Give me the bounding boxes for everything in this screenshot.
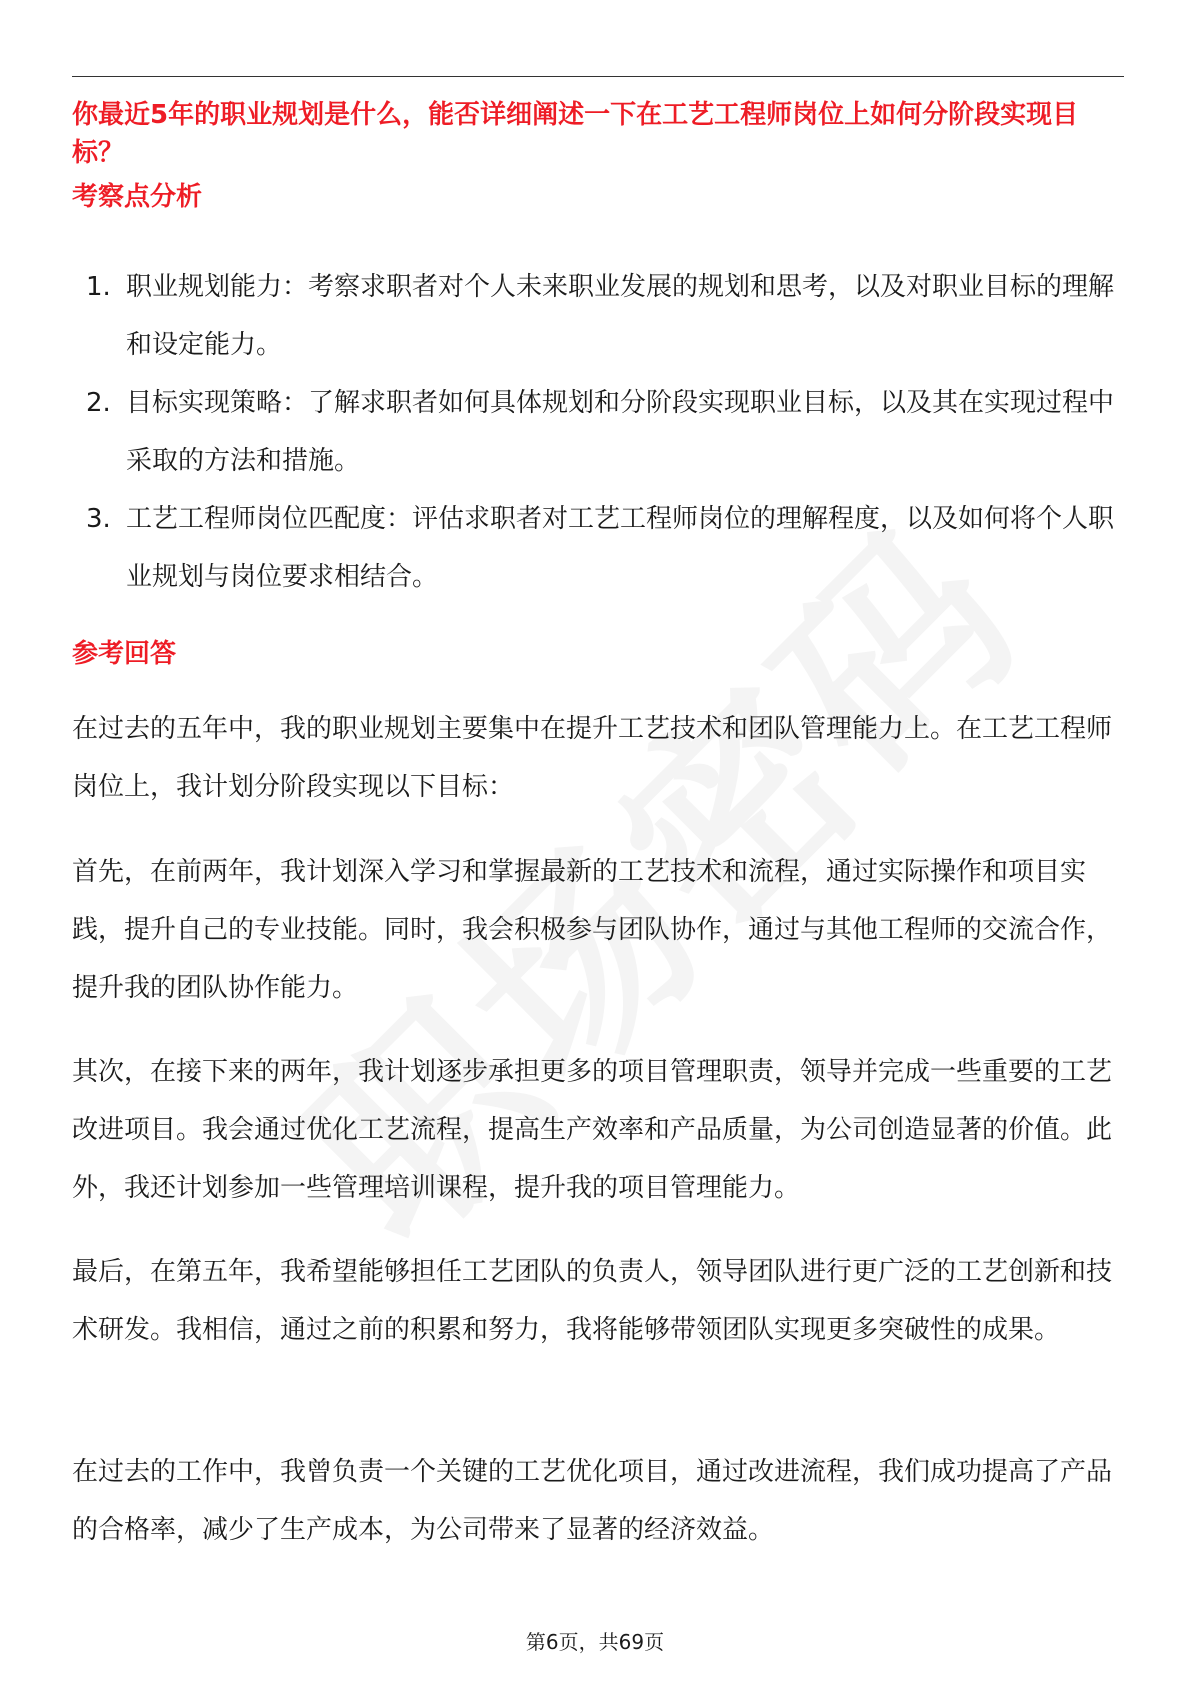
answer-paragraph: 在过去的五年中，我的职业规划主要集中在提升工艺技术和团队管理能力上。在工艺工程师岗位上，我计划分阶段实现以下目标： <box>72 714 1113 802</box>
analysis-item-number: 3. <box>86 504 111 534</box>
analysis-item-number: 2. <box>86 388 111 418</box>
analysis-list <box>72 258 1124 606</box>
answer-paragraph: 在过去的工作中，我曾负责一个关键的工艺优化项目，通过改进流程，我们成功提高了产品的合格率，减少了生产成本，为公司带来了显著的经济效益。 <box>72 1457 1113 1545</box>
analysis-item-text: 目标实现策略：了解求职者如何具体规划和分阶段实现职业目标，以及其在实现过程中采取的方法和措施。 <box>126 388 1115 476</box>
analysis-item-text: 工艺工程师岗位匹配度：评估求职者对工艺工程师岗位的理解程度，以及如何将个人职业规划与岗位要求相结合。 <box>126 504 1115 592</box>
question-title: 你最近5年的职业规划是什么，能否详细阐述一下在工艺工程师岗位上如何分阶段实现目标？ <box>72 100 1079 168</box>
answer-paragraph: 其次，在接下来的两年，我计划逐步承担更多的项目管理职责，领导并完成一些重要的工艺改进项目。我会通过优化工艺流程，提高生产效率和产品质量，为公司创造显著的价值。此外，我还计划参加一些管理培训课程，提升我的项目管理能力。 <box>72 1057 1113 1203</box>
analysis-item-text: 职业规划能力：考察求职者对个人未来职业发展的规划和思考，以及对职业目标的理解和设定能力。 <box>126 272 1115 360</box>
answer-paragraph: 首先，在前两年，我计划深入学习和掌握最新的工艺技术和流程，通过实际操作和项目实践，提升自己的专业技能。同时，我会积极参与团队协作，通过与其他工程师的交流合作，提升我的团队协作能力。 <box>72 857 1113 1003</box>
answer-paragraph: 最后，在第五年，我希望能够担任工艺团队的负责人，领导团队进行更广泛的工艺创新和技术研发。我相信，通过之前的积累和努力，我将能够带领团队实现更多突破性的成果。 <box>72 1257 1113 1345</box>
analysis-heading: 考察点分析 <box>72 182 203 212</box>
analysis-item-number: 1. <box>86 272 111 302</box>
top-divider <box>72 76 1124 77</box>
answer-heading: 参考回答 <box>72 639 177 669</box>
page-number: 第6页，共69页 <box>525 1630 665 1654</box>
analysis-item <box>72 258 1124 374</box>
analysis-item <box>72 490 1124 606</box>
analysis-item <box>72 374 1124 490</box>
